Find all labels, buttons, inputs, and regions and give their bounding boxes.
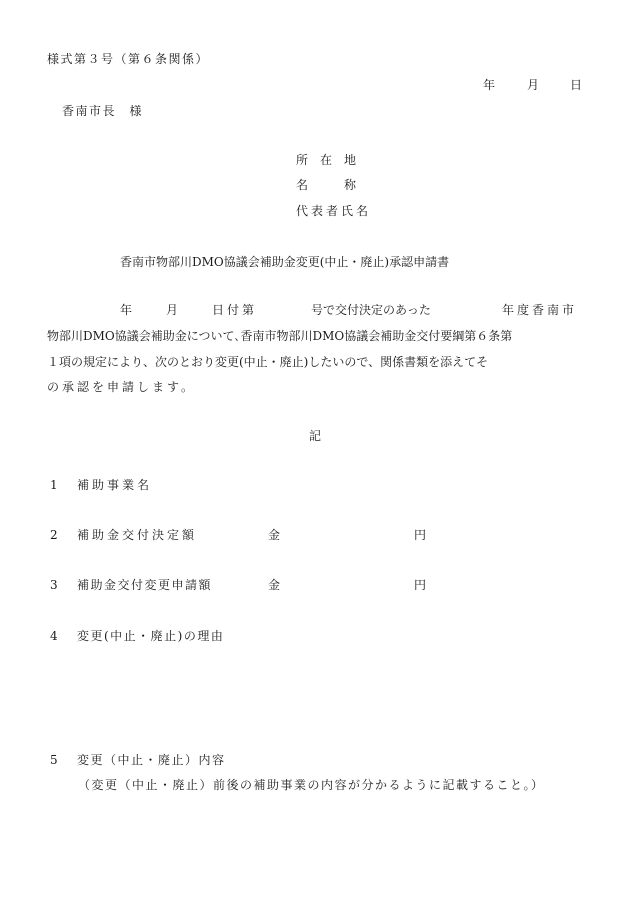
item-note: （変更（中止・廃止）前後の補助事業の内容が分かるように記載すること。） bbox=[78, 778, 545, 792]
name-label: 名 称 bbox=[296, 178, 357, 192]
body-line-2: 物部川DMO協議会補助金について､香南市物部川DMO協議会補助金交付要綱第６条第 bbox=[47, 329, 513, 343]
item-number: 3 bbox=[50, 578, 58, 592]
amount-yen: 円 bbox=[414, 528, 427, 542]
item-number: 5 bbox=[50, 753, 58, 767]
item-label: 変更（中止・廃止）内容 bbox=[77, 753, 226, 767]
date-day-label: 日 bbox=[570, 78, 583, 92]
amount-yen: 円 bbox=[414, 578, 427, 592]
item-label: 補助事業名 bbox=[77, 478, 153, 492]
body-fiscal-year: 年度香南市 bbox=[502, 303, 578, 317]
item-number: 4 bbox=[50, 629, 58, 643]
item-label: 補助金交付決定額 bbox=[77, 528, 198, 542]
amount-kin: 金 bbox=[268, 578, 281, 592]
item-label: 補助金交付変更申請額 bbox=[77, 578, 213, 592]
date-month-label: 月 bbox=[527, 78, 540, 92]
body-line-3: １項の規定により、次のとおり変更(中止・廃止)したいので、関係書類を添えてそ bbox=[47, 355, 489, 369]
form-number: 様式第３号（第６条関係） bbox=[47, 52, 210, 66]
body-day-no: 日付第 bbox=[212, 303, 258, 317]
ki-marker: 記 bbox=[309, 429, 322, 443]
body-month: 月 bbox=[166, 303, 179, 317]
addressee: 香南市長 様 bbox=[62, 104, 144, 118]
address-label: 所 在 地 bbox=[296, 153, 357, 167]
date-year-label: 年 bbox=[483, 78, 496, 92]
item-label: 変更(中止・廃止)の理由 bbox=[77, 629, 225, 643]
body-issue-number: 号で交付決定のあった bbox=[311, 303, 431, 317]
amount-kin: 金 bbox=[268, 528, 281, 542]
item-number: 1 bbox=[50, 478, 58, 492]
item-number: 2 bbox=[50, 528, 58, 542]
document-title: 香南市物部川DMO協議会補助金変更(中止・廃止)承認申請書 bbox=[120, 255, 450, 269]
body-line-4: の承認を申請します。 bbox=[47, 380, 197, 394]
representative-label: 代表者氏名 bbox=[296, 204, 372, 218]
body-year: 年 bbox=[120, 303, 133, 317]
